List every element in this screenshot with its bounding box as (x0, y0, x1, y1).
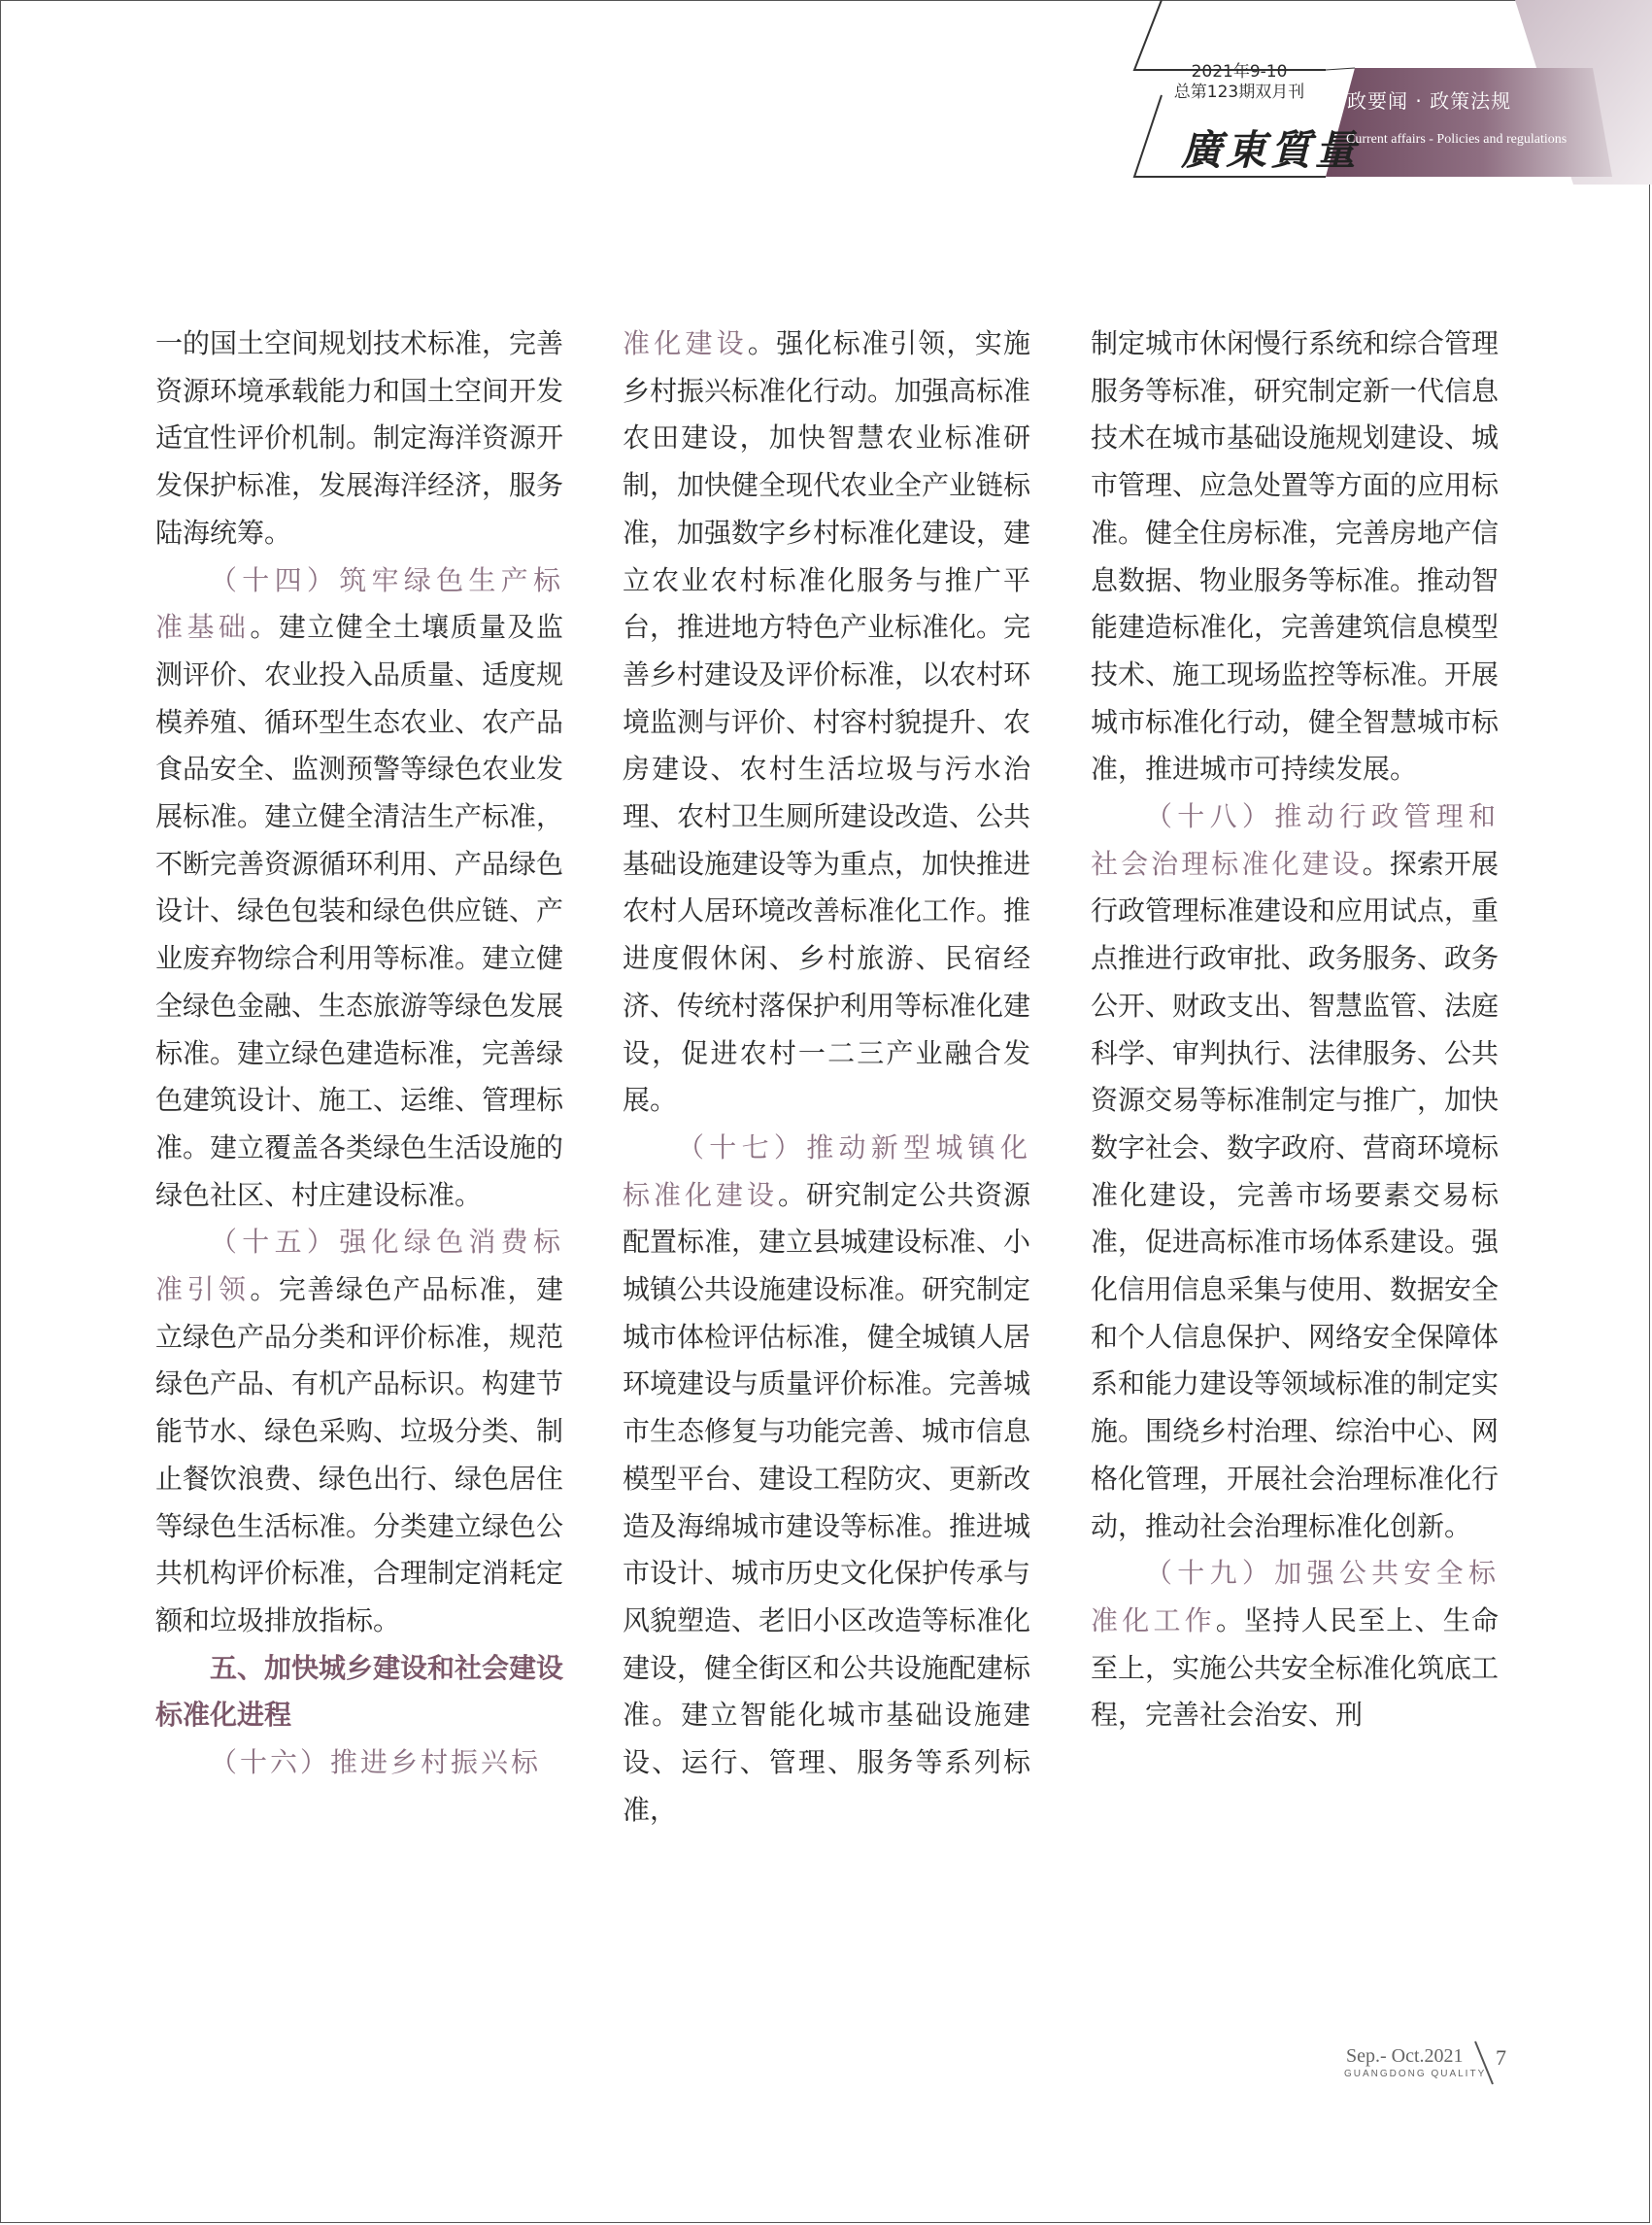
paragraph-body: 。探索开展行政管理标准建设和应用试点，重点推进行政审批、政务服务、政务公开、财政支出、智慧监管、法庭科学、审判执行、法律服务、公共资源交易等标准制定与推广，加快数字社会、数字政府、营商环境标准化建设，完善市场要素交易标准，促进高标准市场体系建设。强化信用信息采集与使用、数据安全和个人信息保护、网络安全保障体系和能力建设等领域标准的制定实施。围绕乡村治理、综治中心、网格化管理，开展社会治理标准化行动，推动社会治理标准化创新。 (1091, 847, 1500, 1542)
footer-magazine-name: GUANGDONG QUALITY (1344, 2069, 1487, 2079)
paragraph-body: 。坚持人民至上、生命至上，实施公共安全标准化筑底工程，完善社会治安、刑 (1091, 1603, 1500, 1732)
paragraph-body: 。研究制定公共资源配置标准，建立县城建设标准、小城镇公共设施建设标准。研究制定城市体检评估标准，健全城镇人居环境建设与质量评价标准。完善城市生态修复与功能完善、城市信息模型平台、建设工程防灾、更新改造及海绵城市建设等标准。推进城市设计、城市历史文化保护传承与风貌塑造、老旧小区改造等标准化建设，健全街区和公共设施配建标准。建立智能化城市基础设施建设、运行、管理、服务等系列标准， (623, 1178, 1031, 1826)
subheading: （十八）推动行政管理和社会治理标准化建设 (1091, 800, 1499, 880)
paragraph (1091, 1550, 1499, 1739)
footer-date: Sep.- Oct.2021 (1346, 2045, 1464, 2067)
paragraph (155, 1739, 563, 1787)
paragraph (623, 320, 1030, 1125)
page-number: 7 (1496, 2045, 1506, 2070)
subheading: （十九）加强公共安全标准化工作 (1091, 1557, 1499, 1636)
section-heading: 五、加快城乡建设和社会建设标准化进程 (155, 1651, 564, 1732)
text-column-2 (623, 320, 1030, 1835)
paragraph (1091, 793, 1499, 1550)
paragraph-body: 。建立健全土壤质量及监测评价、农业投入品质量、适度规模养殖、循环型生态农业、农产品食品安全、监测预警等绿色农业发展标准。建立健全清洁生产标准，不断完善资源循环利用、产品绿色设计、绿色包装和绿色供应链、产业废弃物综合利用等标准。建立健全绿色金融、生态旅游等绿色发展标准。建立绿色建造标准，完善绿色建筑设计、施工、运维、管理标准。建立覆盖各类绿色生活设施的绿色社区、村庄建设标准。 (155, 611, 564, 1211)
paragraph-body: 。强化标准引领，实施乡村振兴标准化行动。加强高标准农田建设，加快智慧农业标准研制，加快健全现代农业全产业链标准，加强数字乡村标准化建设，建立农业农村标准化服务与推广平台，推进地方特色产业标准化。完善乡村建设及评价标准，以农村环境监测与评价、村容村貌提升、农房建设、农村生活垃圾与污水治理、农村卫生厕所建设改造、公共基础设施建设等为重点，加快推进农村人居环境改善标准化工作。推进度假休闲、乡村旅游、民宿经济、传统村落保护利用等标准化建设，促进农村一二三产业融合发展。 (623, 327, 1031, 1117)
paragraph-body: 。完善绿色产品标准，建立绿色产品分类和评价标准，规范绿色产品、有机产品标识。构建节能节水、绿色采购、垃圾分类、制止餐饮浪费、绿色出行、绿色居住等绿色生活标准。分类建立绿色公共机构评价标准，合理制定消耗定额和垃圾排放指标。 (155, 1273, 564, 1636)
subheading: （十五）强化绿色消费标准引领 (155, 1226, 563, 1306)
paragraph: 制定城市休闲慢行系统和综合管理服务等标准，研究制定新一代信息技术在城市基础设施规划建设、城市管理、应急处置等方面的应用标准。健全住房标准，完善房地产信息数据、物业服务等标准。推动智能建造标准化，完善建筑信息模型技术、施工现场监控等标准。开展城市标准化行动，健全智慧城市标准，推进城市可持续发展。 (1091, 327, 1500, 786)
issue-number: 总第123期双月刊 (1173, 83, 1305, 102)
subheading: （十七）推动新型城镇化标准化建设 (623, 1130, 1030, 1211)
issue-info (1162, 62, 1317, 103)
section-title-cn: 时政要闻 · 政策法规 (1327, 89, 1512, 113)
text-column-1 (155, 320, 563, 1787)
paragraph (155, 1219, 563, 1644)
paragraph (623, 1125, 1030, 1835)
paragraph: 一的国土空间规划技术标准，完善资源环境承载能力和国土空间开发适宜性评价机制。制定海洋资源开发保护标准，发展海洋经济，服务陆海统筹。 (155, 327, 564, 549)
text-column-3 (1091, 320, 1499, 1739)
subheading: （十四）筑牢绿色生产标准基础 (155, 563, 563, 644)
subheading: 准化建设 (623, 327, 748, 359)
magazine-title: 廣東質量 (1181, 126, 1361, 174)
section-title-en: Current affairs - Policies and regulations (1346, 132, 1568, 147)
paragraph (155, 557, 563, 1220)
subheading: （十六）推进乡村振兴标 (210, 1746, 542, 1779)
issue-date: 2021年9-10 (1191, 62, 1288, 82)
